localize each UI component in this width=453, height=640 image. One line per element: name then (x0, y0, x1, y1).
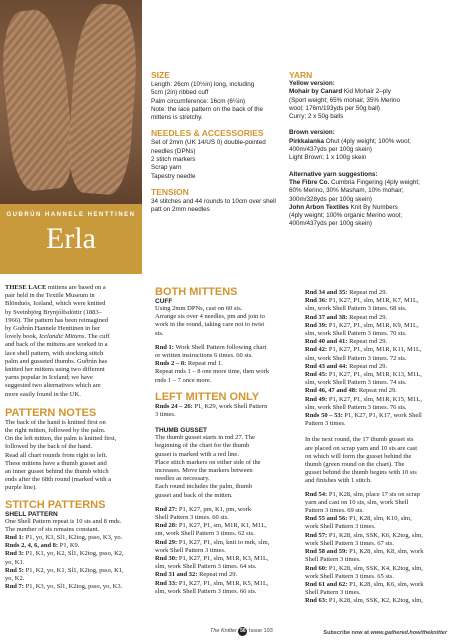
gusset-round: Rnd 29: P1, K27, P1, slm, knit to mrk, slm, work Shell Pattern 3 times. (155, 538, 270, 554)
c3-round: Rnd 49: P1, K27, P1, slm, M1R, K15, M1L, slm, work Shell Pattern 3 times. 76 sts. (305, 395, 422, 411)
alternative-yarn-2: John Arbon Textiles Knit By Numbers (4ply weight; 100% organic Merino wool; 400m/437yds per 100g skein) (289, 203, 403, 228)
intro-paragraph: THESE LACE mittens are based on a pair held in the Textile Museum in Blönduós, Iceland, which were knitted by Sveinbjörg Brynjólfsdóttir (1883– 1966). The pattern has been reimagined by Guðrún Hannele Henttinen in her lovely book, Icelandic Mittens. The cuff and back of the mittens are worked in a lace shell pattern, with stocking stitch palm and gusseted thumbs. Guðrún has knitted her mittens using two different yarns popular in Iceland; we have suggested two alternatives which are more easily found in the UK. (5, 284, 110, 398)
mittens-photo (0, 0, 142, 204)
brown-version-label: Brown version: (289, 129, 335, 137)
pattern-title: Erla (46, 222, 96, 255)
shell-pattern-subheading: SHELL PATTERN (5, 510, 58, 518)
brown-version-text: Pirkkalanka Ohut (4ply weight; 100% wool; 400m/437yds per 100g skein) Light Brown; 1 x 100g skein (289, 137, 411, 162)
c3-round: Rnd 37 and 38: Repeat rnd 29. (305, 313, 388, 321)
needles-heading: NEEDLES & ACCESSORIES (151, 128, 264, 139)
shell-pattern-intro: One Shell Pattern repeat is 10 sts and 8 rnds. The number of sts remains constant. (5, 517, 122, 533)
pattern-notes-heading: PATTERN NOTES (5, 406, 97, 419)
c3-round: Rnd 34 and 35: Repeat rnd 29. (305, 289, 388, 296)
c3-rounds-2 (305, 491, 451, 606)
title-banner (0, 204, 142, 274)
page-number: 56 (240, 628, 246, 634)
both-mittens-heading: BOTH MITTENS (155, 286, 238, 298)
c3-round: Rnd 46, 47 and 48: Repeat rnd 29. (305, 387, 397, 395)
column-2 (155, 286, 297, 596)
c3-round: Rnd 60: P1, K28, slm, SSK, K4, K2tog, slm, work Shell Pattern 3 times. 65 sts. (305, 564, 423, 580)
needles-text: Set of 2mm (UK 14/US 0) double-pointed needles (DPNs) 2 stitch markers Scrap yarn Tapestry needle (151, 139, 266, 180)
gusset-round: Rnd 28: P1, K27, P1, sm, M1R, K1, M1L, sm, work Shell Pattern 3 times. 62 sts. (155, 522, 267, 538)
gusset-round: Rnd 27: P1, K27, pm, K1, pm, work Shell Pattern 3 times. 60 sts. (155, 505, 252, 522)
tension-heading: TENSION (151, 186, 189, 197)
mitten-left-image (0, 7, 77, 192)
c3-round: Rnd 57: P1, K28, slm, SSK, K6, K2tog, slm, work Shell Pattern 3 times. 67 sts. (305, 531, 423, 547)
subscribe-link[interactable] (323, 630, 447, 636)
c3-round: Rnd 58 and 59: P1, K28, slm, K8, slm, work Shell Pattern 3 times. (305, 548, 424, 564)
shell-pattern-rounds (5, 534, 147, 591)
gusset-round: Rnd 31 and 32: Repeat rnd 29. (155, 571, 238, 579)
thumb-gusset-rounds (155, 506, 297, 596)
stitch-patterns-heading: STITCH PATTERNS (5, 498, 106, 511)
shell-round: Rnd 3: P1, K1, yo, K2, Sl1, K2tog, psso, K2, yo, K1. (5, 550, 124, 566)
column-1 (5, 284, 147, 592)
cuff-rounds-2-8: Rnds 2 – 8: Repeat rnd 1. Repeat rnds 1 – 8 one more time, then work rnds 1 – 7 once more. (155, 360, 270, 384)
c3-round: Rnd 63: P1, K28, slm, SSK, K2, K2tog, slm, (305, 597, 423, 605)
subscribe-url[interactable]: www.gathered.how/theknitter (370, 630, 447, 636)
subscribe-prefix: Subscribe now at (323, 630, 371, 636)
tension-text: 34 stitches and 44 rounds to 10cm over shell patt on 2mm needles (151, 197, 276, 214)
yellow-version-label: Yellow version: (289, 80, 335, 87)
c3-round: Rnd 42: P1, K27, P1, slm, M1R, K11, M1L, slm, work Shell Pattern 3 times. 72 sts. (305, 346, 422, 362)
c3-round: Rnd 43 and 44: Repeat rnd 29. (305, 362, 388, 370)
c3-round: Rnd 40 and 41: Repeat rnd 29. (305, 338, 388, 346)
issue-number: Issue 193 (248, 628, 273, 634)
yellow-version-text: Mohair by Canard Kid Mohair 2–ply (Sport weight; 65% mohair, 35% Merino wool; 176m/193yds per 50g ball) Curry; 2 x 50g balls (289, 88, 400, 121)
pattern-notes-text: The back of the hand is knitted first on the right mitten, followed by the palm. On the left mitten, the palm is knitted first, followed by the back of the hand. Read all chart rounds from right to left. These mittens have a thumb gusset and an inner gusset behind the thumb which ends after the 68th round (marked with a purple line). (5, 418, 117, 492)
page-footer-left (210, 627, 273, 636)
column-3 (305, 289, 451, 606)
alternative-yarn-1: The Fibre Co. Cumbria Fingering (4ply weight; 60% Merino, 30% Masham, 10% mohair; 300m/328yds per 100g skein) (289, 178, 420, 203)
yarn-heading: YARN (289, 70, 313, 80)
thumb-gusset-text: The thumb gusset starts in rnd 27. The beginning of the chart for the thumb gusset is marked with a red line. Place stitch markers on either side of the increases. Move the markers between needles as necessary. Each round includes the palm, thumb gusset and back of the mitten. (155, 434, 261, 499)
c3-round: Rnd 39: P1, K27, P1, slm, M1R, K9, M1L, slm, work Shell Pattern 3 times. 70 sts. (305, 321, 419, 338)
c3-round: Rnd 55 and 56: P1, K28, slm, K10, slm, work Shell Pattern 3 times. (305, 515, 412, 531)
cuff-round-1: Rnd 1: Work Shell Pattern following chart or written instructions 6 times. 60 sts. (155, 343, 267, 360)
c3-round: Rnds 50 – 53: P1, K27, P1, K17, work Shell Pattern 3 times. (305, 412, 422, 428)
size-text: Length: 26cm (10½in) long, including 5cm (2in) ribbed cuff Palm circumference: 16cm (6¼in) Note: the lace pattern on the back of the mittens is stretchy. (151, 81, 264, 122)
alternative-yarn-label: Alternative yarn suggestions: (289, 170, 378, 178)
thumb-gusset-subheading: THUMB GUSSET (155, 427, 207, 435)
cuff-subheading: CUFF (155, 298, 173, 305)
shell-round: Rnd 5: P1, K2, yo, K1, Sl1, K2tog, psso, K1, yo, K2. (5, 566, 124, 583)
designer-name: GUÐRÚN HANNELE HENTTINEN (6, 212, 136, 218)
shell-round: Rnd 7: P1, K3, yo, Sl1, K2tog, psso, yo, K3. (5, 583, 123, 591)
gusset-round: Rnd 30: P1, K27, P1, slm, M1R, K3, M1L, slm, work Shell Pattern 3 times. 64 sts. (155, 555, 269, 571)
size-heading: SIZE (151, 70, 170, 80)
shell-round: Rnds 2, 4, 6, and 8: P1, K9. (5, 542, 80, 550)
info-column-left (151, 70, 297, 215)
c3-round: Rnd 45: P1, K27, P1, slm, M1R, K13, M1L, slm, work Shell Pattern 3 times. 74 sts. (305, 371, 422, 387)
gusset-round: Rnd 33: P1, K27, P1, slm, M1R, K5, M1L, slm, work Shell Pattern 3 times. 66 sts. (155, 579, 269, 595)
c3-round: Rnd 54: P1, K28, slm, place 17 sts on scrap yarn and cast on 10 sts, slm, work Shell Pattern 3 times. 69 sts. (305, 490, 420, 515)
left-mitten-rounds-24-26: Rnds 24 – 26: P1, K29, work Shell Pattern 3 times. (155, 402, 268, 419)
gusset-behind-thumb-text: In the next round, the 17 thumb gusset sts are placed on scrap yarn and 10 sts are cast on which will form the gusset behind the thumb (green round on the chart). The gusset behind the thumb begins with 10 sts and finishes with 1 stitch. (305, 436, 418, 485)
cuff-text: Using 2mm DPNs, cast on 60 sts. Arrange sts over 4 needles, pm and join to work in the round, taking care not to twist sts. (155, 305, 265, 337)
c3-round: Rnd 61 and 62: P1, K28, slm, K6, slm, work Shell Pattern 3 times. (305, 580, 424, 597)
mitten-right-image (65, 2, 140, 196)
magazine-name: The Knitter (210, 628, 237, 634)
shell-round: Rnd 1: P1, yo, K3, Sl1, K2tog, psso, K3, yo. (5, 534, 123, 542)
yarn-column (289, 70, 449, 229)
left-mitten-heading: LEFT MITTEN ONLY (155, 390, 260, 403)
c3-round: Rnd 36: P1, K27, P1, slm, M1R, K7, M1L, slm, work Shell Pattern 3 times. 68 sts. (305, 297, 419, 313)
